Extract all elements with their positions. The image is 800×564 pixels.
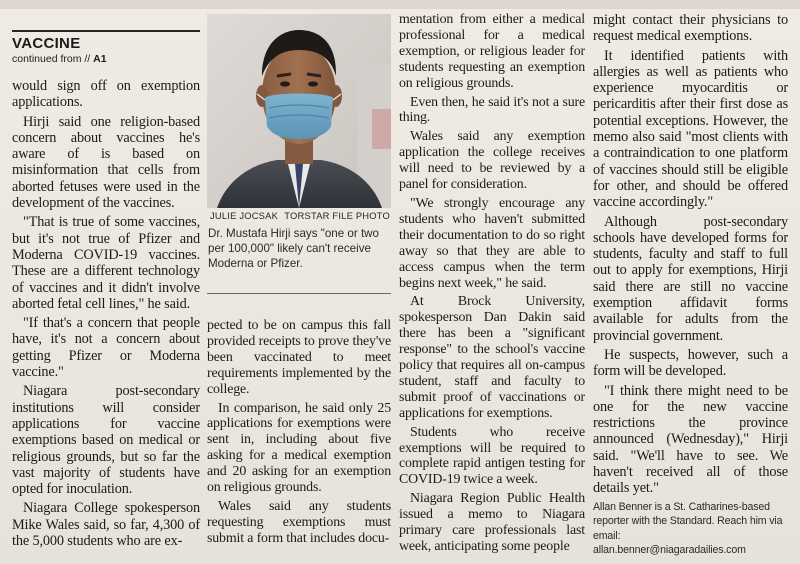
paragraph: Wales said any students requesting exemptions must submit a form that includes docu- [207, 498, 391, 546]
photo-source: TORSTAR FILE PHOTO [284, 210, 390, 221]
paragraph: Niagara post-secondary institutions will consider applications for vaccine exemptions based on medical or religious grounds, but so far the vast majority of students have opted for inoculation. [12, 383, 200, 498]
photo-credit [210, 210, 390, 221]
man-in-surgical-mask-photo [207, 14, 391, 208]
author-email[interactable]: allan.benner@niagaradailies.com [593, 544, 746, 557]
paragraph: would sign off on exemption applications. [12, 78, 200, 111]
paragraph: Niagara College spokesperson Mike Wales said, so far, 4,300 of the 5,000 students who are ex- [12, 500, 200, 550]
article-photo [207, 14, 391, 208]
paragraph: In comparison, he said only 25 applications for exemptions were sent in, including about five asking for a medical exemption and 20 asking for an exemption on religious grounds. [207, 400, 391, 496]
top-edge-strip [0, 0, 800, 9]
paragraph: He suspects, however, such a form will be developed. [593, 346, 788, 380]
paragraph: "We strongly encourage any students who haven't submitted their documentation to do so right away so that they are able to access campus when the term begins next week," he said. [399, 195, 585, 291]
paragraph: might contact their physicians to request medical exemptions. [593, 12, 788, 45]
photographer: JULIE JOCSAK [210, 210, 279, 221]
paragraph: Even then, he said it's not a sure thing. [399, 94, 585, 126]
article-head [12, 30, 200, 66]
section-kicker: VACCINE [12, 35, 81, 52]
paragraph: Niagara Region Public Health issued a memo to Niagara primary care professionals last week, anticipating some people [399, 491, 585, 554]
page-ref: A1 [93, 53, 107, 65]
continued-label: continued from // [12, 53, 91, 65]
continued-from [12, 52, 200, 66]
paragraph: At Brock University, spokesperson Dan Dakin said there has been a "significant response" to the school's vaccine policy that requires all on-campus student, staff and faculty to submit proof of vaccinations or applications for exemptions. [399, 294, 585, 421]
paragraph: Although post-secondary schools have developed forms for students, faculty and staff to full out to apply for exemptions, Hirji said there are still no vaccine exemption affidavit forms available for adults from the provincial government. [593, 213, 788, 344]
paragraph: Students who receive exemptions will be required to complete rapid antigen testing for COVID-19 twice a week. [399, 424, 585, 488]
paragraph: pected to be on campus this fall provided receipts to prove they've been vaccinated to meet requirements implemented by the college. [207, 318, 391, 397]
paragraph: Wales said any exemption application the college receives will need to be reviewed by a panel for consideration. [399, 129, 585, 193]
head-rule [12, 30, 200, 32]
column-4 [593, 12, 788, 558]
bio-text: Allan Benner is a St. Catharines-based reporter with the Standard. Reach him via email: [593, 500, 783, 542]
paragraph: "That is true of some vaccines, but it's not true of Pfizer and Moderna COVID-19 vaccines. These are a different technology of vaccines and it didn't involve aborted fetal cell lines," he said. [12, 214, 200, 312]
author-bio [593, 500, 788, 558]
caption-divider [207, 293, 391, 294]
column-1 [12, 78, 200, 549]
paragraph: "If that's a concern that people have, it's not a concern about getting Pfizer or Moderna vaccine." [12, 315, 200, 381]
paragraph: Hirji said one religion-based concern about vaccines he's aware of is based on misinformation that cells from aborted fetuses were used in the development of the vaccines. [12, 113, 200, 212]
column-3 [399, 12, 585, 555]
paragraph: mentation from either a medical professional for a medical exemption, or religious leader for students requesting an exemption on religious grounds. [399, 12, 585, 91]
paragraph: "I think there might need to be one for the new vaccine restrictions the province announced (Wednesday)," Hirji said. "We'll have to see. We haven't received all of those details yet." [593, 382, 788, 497]
column-2 [207, 318, 391, 547]
photo-caption: Dr. Mustafa Hirji says "one or two per 100,000" likely can't receive Moderna or Pfizer. [208, 227, 379, 270]
paragraph: It identified patients with allergies as well as patients who experience myocarditis or pericarditis after their first dose as potential exceptions. However, the memo also said "most clients with a contraindication to one platform of vaccines should still be eligible for other, and should be offered vaccine accordingly." [593, 47, 788, 211]
